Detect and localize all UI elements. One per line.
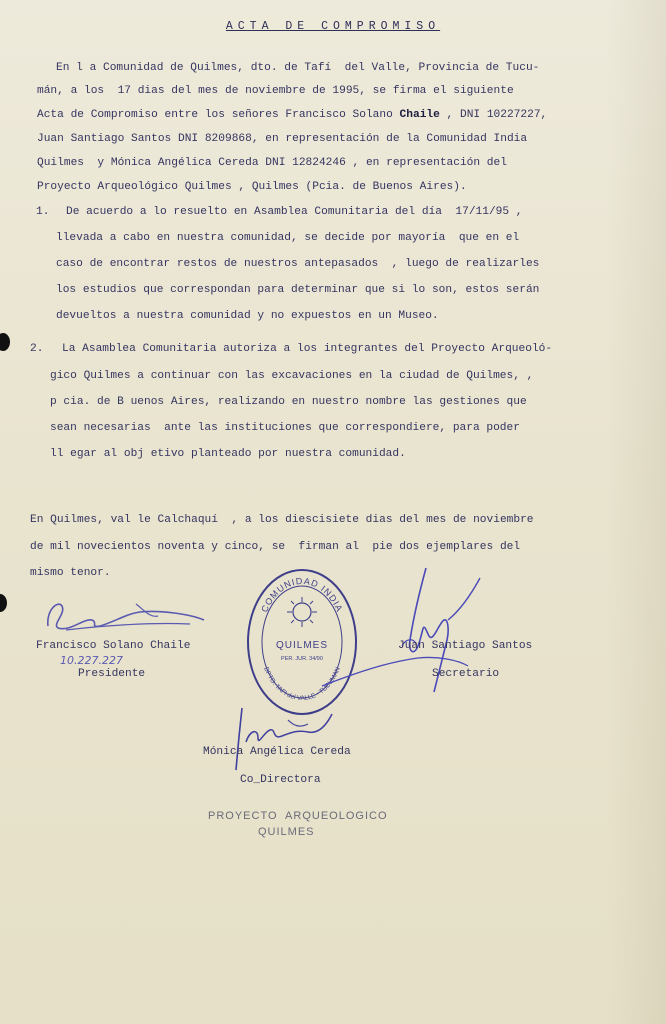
closing-line: mismo tenor. bbox=[30, 567, 111, 579]
item2-line: gico Quilmes a continuar con las excavaciones en la ciudad de Quilmes, , bbox=[50, 370, 534, 382]
signer-name-chaile: Francisco Solano Chaile bbox=[36, 640, 191, 652]
handwritten-dni: 10.227.227 bbox=[60, 654, 123, 667]
signer-role-secretario: Secretario bbox=[432, 668, 500, 680]
signer-role-codirectora: Co_Directora bbox=[240, 774, 321, 786]
signer-name-cereda: Mónica Angélica Cereda bbox=[203, 746, 351, 758]
intro-line-tail: , DNI 10227227, bbox=[439, 109, 548, 121]
closing-line: de mil novecientos noventa y cinco, se firman al pie dos ejemplares del bbox=[30, 541, 521, 553]
item1-line: caso de encontrar restos de nuestros antepasados , luego de realizarles bbox=[56, 258, 540, 270]
item2-line: sean necesarias ante las instituciones que correspondiere, para poder bbox=[50, 422, 520, 434]
item1-line: llevada a cabo en nuestra comunidad, se decide por mayoría que en el bbox=[56, 232, 520, 244]
signer-role-presidente: Presidente bbox=[78, 668, 146, 680]
stamp-small-text: PER. JUR. 34/90 bbox=[281, 656, 323, 662]
intro-line: En l a Comunidad de Quilmes, dto. de Tafí del Valle, Provincia de Tucu- bbox=[56, 62, 540, 74]
intro-line: Proyecto Arqueológico Quilmes , Quilmes (Pcia. de Buenos Aires). bbox=[37, 181, 467, 193]
item1-line: los estudios que correspondan para determinar que si lo son, estos serán bbox=[56, 284, 540, 296]
item2-line: p cia. de B uenos Aires, realizando en nuestro nombre las gestiones que bbox=[50, 396, 527, 408]
document-title: ACTA DE COMPROMISO bbox=[225, 20, 441, 33]
item1-number: 1. bbox=[36, 206, 50, 218]
intro-line-text: Acta de Compromiso entre los señores Francisco Solano bbox=[37, 109, 400, 121]
stamp-top-text: COMUNIDAD INDIA bbox=[259, 575, 345, 614]
stamp-bottom-text: DPTO. TAFI del VALLE - TUCUMAN bbox=[262, 666, 342, 703]
item1-line: devueltos a nuestra comunidad y no expuestos en un Museo. bbox=[56, 310, 439, 322]
intro-line: mán, a los 17 dias del mes de noviembre de 1995, se firma el siguiente bbox=[37, 85, 514, 97]
item2-number: 2. bbox=[30, 343, 44, 355]
signature-chaile bbox=[40, 592, 210, 640]
signer-name-santos: Juan Santiago Santos bbox=[398, 640, 533, 652]
proyecto-stamp-line1: PROYECTO ARQUEOLOGICO bbox=[208, 810, 388, 822]
stamp-center-text: QUILMES bbox=[275, 640, 329, 651]
intro-line: Juan Santiago Santos DNI 8209868, en representación de la Comunidad India bbox=[37, 133, 528, 145]
proyecto-stamp-line2: QUILMES bbox=[258, 826, 315, 838]
intro-line bbox=[37, 109, 547, 121]
item2-line: La Asamblea Comunitaria autoriza a los integrantes del Proyecto Arqueoló- bbox=[62, 343, 553, 355]
item2-line: ll egar al obj etivo planteado por nuestra comunidad. bbox=[50, 448, 406, 460]
intro-bold-surname: Chaile bbox=[399, 109, 440, 121]
closing-line: En Quilmes, val le Calchaquí , a los diescisiete dias del mes de noviembre bbox=[30, 514, 534, 526]
item1-line: De acuerdo a lo resuelto en Asamblea Comunitaria del día 17/11/95 , bbox=[66, 206, 523, 218]
sun-emblem-icon bbox=[287, 597, 317, 627]
signature-cereda bbox=[228, 702, 358, 772]
intro-line: Quilmes y Mónica Angélica Cereda DNI 12824246 , en representación del bbox=[37, 157, 507, 169]
